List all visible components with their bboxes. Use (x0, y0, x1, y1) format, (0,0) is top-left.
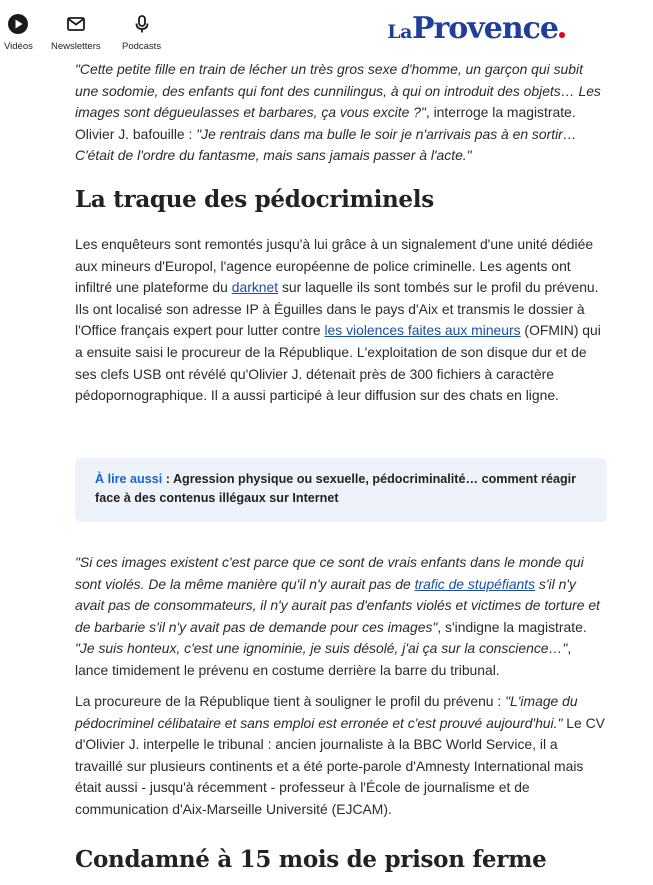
nav-podcasts-label: Podcasts (122, 41, 162, 52)
nav-podcasts[interactable] (122, 13, 161, 52)
site-header (0, 0, 653, 58)
text-span: sur laquelle ils sont tombés sur le profil du prévenu. Ils ont localisé son adresse IP à Éguilles dans le pays d'Aix et transmis le dossier à l'Office français expert pour lutter contre (75, 279, 599, 339)
text-span: (OFMIN) qui a ensuite saisi le procureur de la République. L'exploitation de son disque dur et de ses clefs USB ont révélé qu'Olivier J. détenait près de 300 fichiers à caractère pédopornographique. Il a aussi participé à leur diffusion sur des chats en ligne. (75, 322, 601, 404)
text-span: , s'indigne la magistrate. (437, 618, 587, 635)
read-also-callout[interactable] (75, 458, 607, 522)
logo-dot (559, 32, 565, 38)
envelope-icon (65, 13, 87, 35)
section-heading-traque: La traque des pédocriminels (75, 186, 434, 213)
quote-text: "Cette petite fille en train de lécher un très gros sexe d'homme, un garçon qui subit une sodomie, des enfants qui font des cunnilingus, à qui on introduit des objets… Les images sont dégueulasses et barbares, ça vous excite ?" (75, 61, 601, 121)
quote-text: s'il n'y avait pas de consommateurs, il n'y aurait pas d'enfants violés et victimes de torture et de barbarie s'il n'y avait pas de demande pour ces images" (75, 575, 600, 635)
quote-text: "Je suis honteux, c'est une ignominie, je suis désolé, j'ai ça sur la conscience…" (75, 640, 568, 657)
read-also-separator: : (162, 472, 173, 486)
text-span: , interroge la magistrate. Olivier J. bafouille : (75, 104, 576, 142)
quote-text: "Je rentrais dans ma bulle le soir je n'arrivais pas à en sortir… C'était de l'ordre du fantasme, mais sans jamais passer à l'acte." (75, 125, 577, 164)
link-text[interactable]: trafic de stupéfiants (414, 575, 536, 592)
quote-text: "Si ces images existent c'est parce que ce sont de vrais enfants dans le monde qui sont violés. De la même manière qu'il n'y aurait pas de (75, 554, 584, 592)
nav-newsletters[interactable] (51, 13, 101, 52)
paragraph-procureure (75, 691, 608, 821)
nav-videos-label: Vidéos (4, 41, 33, 52)
text-span: , lance timidement le prévenu en costume derrière la barre du tribunal. (75, 640, 572, 678)
logo-la: La (387, 21, 412, 43)
microphone-icon (131, 13, 153, 35)
site-logo[interactable] (387, 11, 565, 46)
nav-newsletters-label: Newsletters (51, 41, 101, 52)
text-span: La procureure de la République tient à souligner le profil du prévenu : (75, 693, 506, 709)
paragraph-magistrate-quote (75, 552, 608, 682)
quote-text: "L'image du pédocriminel célibataire et sans emploi est erronée et c'est prouvé aujourd'hui." (75, 693, 578, 731)
article-body (75, 58, 608, 873)
text-span: Les enquêteurs sont remontés jusqu'à lui grâce à un signalement d'une unité dédiée aux mineurs d'Europol, l'agence européenne de police criminelle. Les agents ont infiltré une plateforme du (75, 236, 594, 296)
quote-paragraph-1 (75, 59, 608, 167)
link-trafic-stupefiants[interactable] (415, 576, 535, 592)
read-also-kicker: À lire aussi (95, 472, 163, 486)
paragraph-enqueteurs (75, 234, 608, 407)
text-span: Le CV d'Olivier J. interpelle le tribunal : ancien journaliste à la BBC World Service, il a travaillé sur plusieurs continents et a été porte-parole d'Amnesty International mais était aussi - jusqu'à récemment - professeur à l'École de journalisme et de communication d'Aix-Marseille Université (EJCAM). (75, 714, 605, 817)
nav-videos[interactable] (4, 13, 33, 52)
link-violences-mineurs[interactable]: les violences faites aux mineurs (324, 322, 521, 339)
section-heading-condamne: Condamné à 15 mois de prison ferme (75, 846, 547, 873)
play-circle-icon (7, 13, 29, 35)
logo-provence: Provence (411, 11, 558, 46)
link-darknet[interactable]: darknet (231, 279, 279, 296)
read-also-title[interactable]: Agression physique ou sexuelle, pédocriminalité… comment réagir face à des contenus illégaux sur Internet (95, 472, 577, 505)
